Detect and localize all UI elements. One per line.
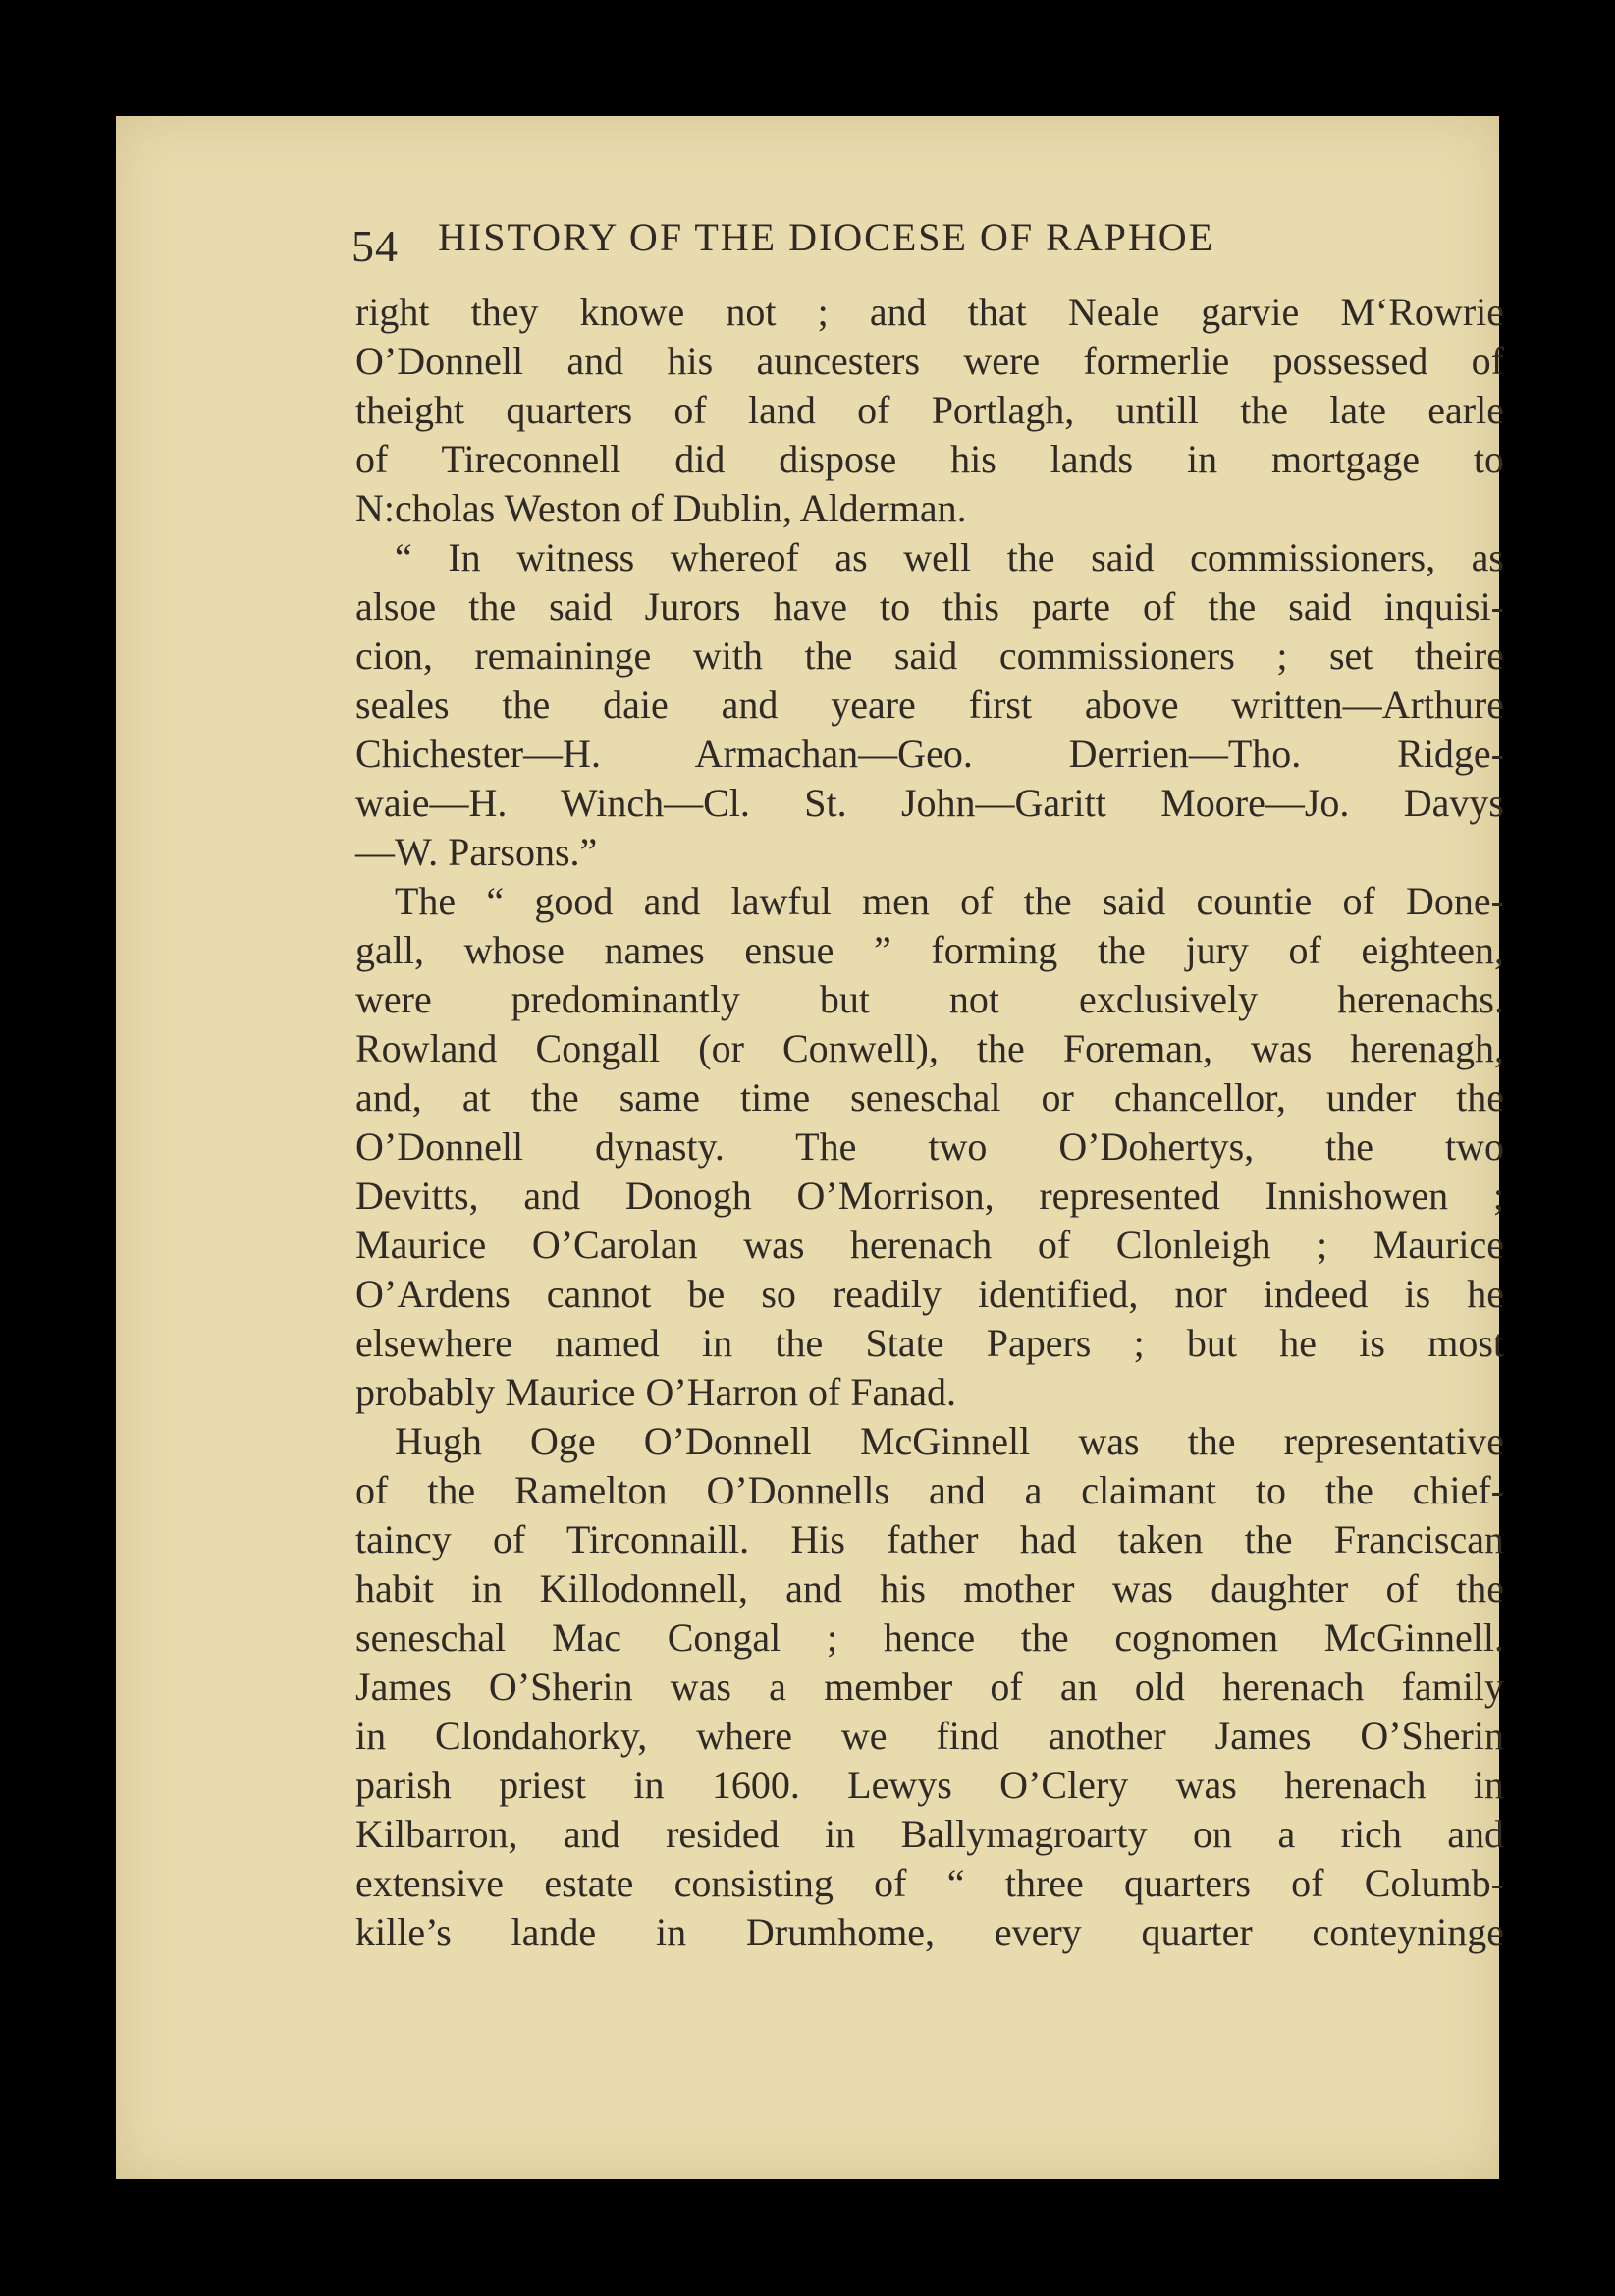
text-line: waie—H. Winch—Cl. St. John—Garitt Moore—Jo. Davys	[355, 781, 1504, 825]
text-line: cion, remaininge with the said commissioners ; set theire	[355, 633, 1504, 678]
text-line: —W. Parsons.”	[355, 830, 598, 874]
text-line: alsoe the said Jurors have to this parte of the said inquisi-	[355, 584, 1504, 629]
text-line: O’Donnell and his auncesters were formerlie possessed of	[355, 339, 1504, 383]
text-line: Hugh Oge O’Donnell McGinnell was the representative	[395, 1419, 1504, 1463]
text-line: were predominantly but not exclusively herenachs.	[355, 977, 1504, 1021]
text-line: James O’Sherin was a member of an old herenach family	[355, 1665, 1504, 1709]
text-line: Maurice O’Carolan was herenach of Clonleigh ; Maurice	[355, 1223, 1504, 1267]
text-line: The “ good and lawful men of the said countie of Done-	[395, 879, 1504, 923]
text-line: parish priest in 1600. Lewys O’Clery was herenach in	[355, 1763, 1504, 1807]
text-line: gall, whose names ensue ” forming the jury of eighteen,	[355, 928, 1504, 972]
text-line: O’Donnell dynasty. The two O’Dohertys, the two	[355, 1124, 1504, 1169]
text-line: Chichester—H. Armachan—Geo. Derrien—Tho. Ridge-	[355, 732, 1504, 776]
text-line: right they knowe not ; and that Neale garvie M‘Rowrie	[355, 290, 1504, 334]
text-line: of Tireconnell did dispose his lands in mortgage to	[355, 437, 1504, 481]
text-line: habit in Killodonnell, and his mother was daughter of the	[355, 1566, 1504, 1611]
running-title: HISTORY OF THE DIOCESE OF RAPHOE	[438, 215, 1215, 259]
text-line: of the Ramelton O’Donnells and a claimant to the chief-	[355, 1468, 1504, 1512]
text-line: taincy of Tirconnaill. His father had taken the Franciscan	[355, 1517, 1504, 1561]
text-line: Rowland Congall (or Conwell), the Foreman, was herenagh,	[355, 1026, 1504, 1070]
text-line: extensive estate consisting of “ three quarters of Columb-	[355, 1861, 1504, 1905]
text-line: seneschal Mac Congal ; hence the cognomen McGinnell.	[355, 1615, 1504, 1660]
page-header	[351, 204, 1333, 273]
text-line: theight quarters of land of Portlagh, untill the late earle	[355, 388, 1504, 432]
text-line: and, at the same time seneschal or chancellor, under the	[355, 1075, 1504, 1120]
text-line: probably Maurice O’Harron of Fanad.	[355, 1370, 957, 1414]
book-page	[116, 116, 1504, 2179]
page-number: 54	[351, 221, 399, 271]
text-line: “ In witness whereof as well the said commissioners, as	[395, 535, 1504, 579]
text-line: Kilbarron, and resided in Ballymagroarty on a rich and	[355, 1812, 1504, 1856]
text-line: kille’s lande in Drumhome, every quarter conteyninge	[355, 1910, 1504, 1954]
text-line: elsewhere named in the State Papers ; but he is most	[355, 1321, 1504, 1365]
text-line: in Clondahorky, where we find another James O’Sherin	[355, 1714, 1504, 1758]
text-line: N:cholas Weston of Dublin, Alderman.	[355, 486, 967, 530]
text-line: seales the daie and yeare first above written—Arthure	[355, 683, 1504, 727]
text-line: Devitts, and Donogh O’Morrison, represented Innishowen ;	[355, 1174, 1504, 1218]
text-line: O’Ardens cannot be so readily identified, nor indeed is he	[355, 1272, 1504, 1316]
